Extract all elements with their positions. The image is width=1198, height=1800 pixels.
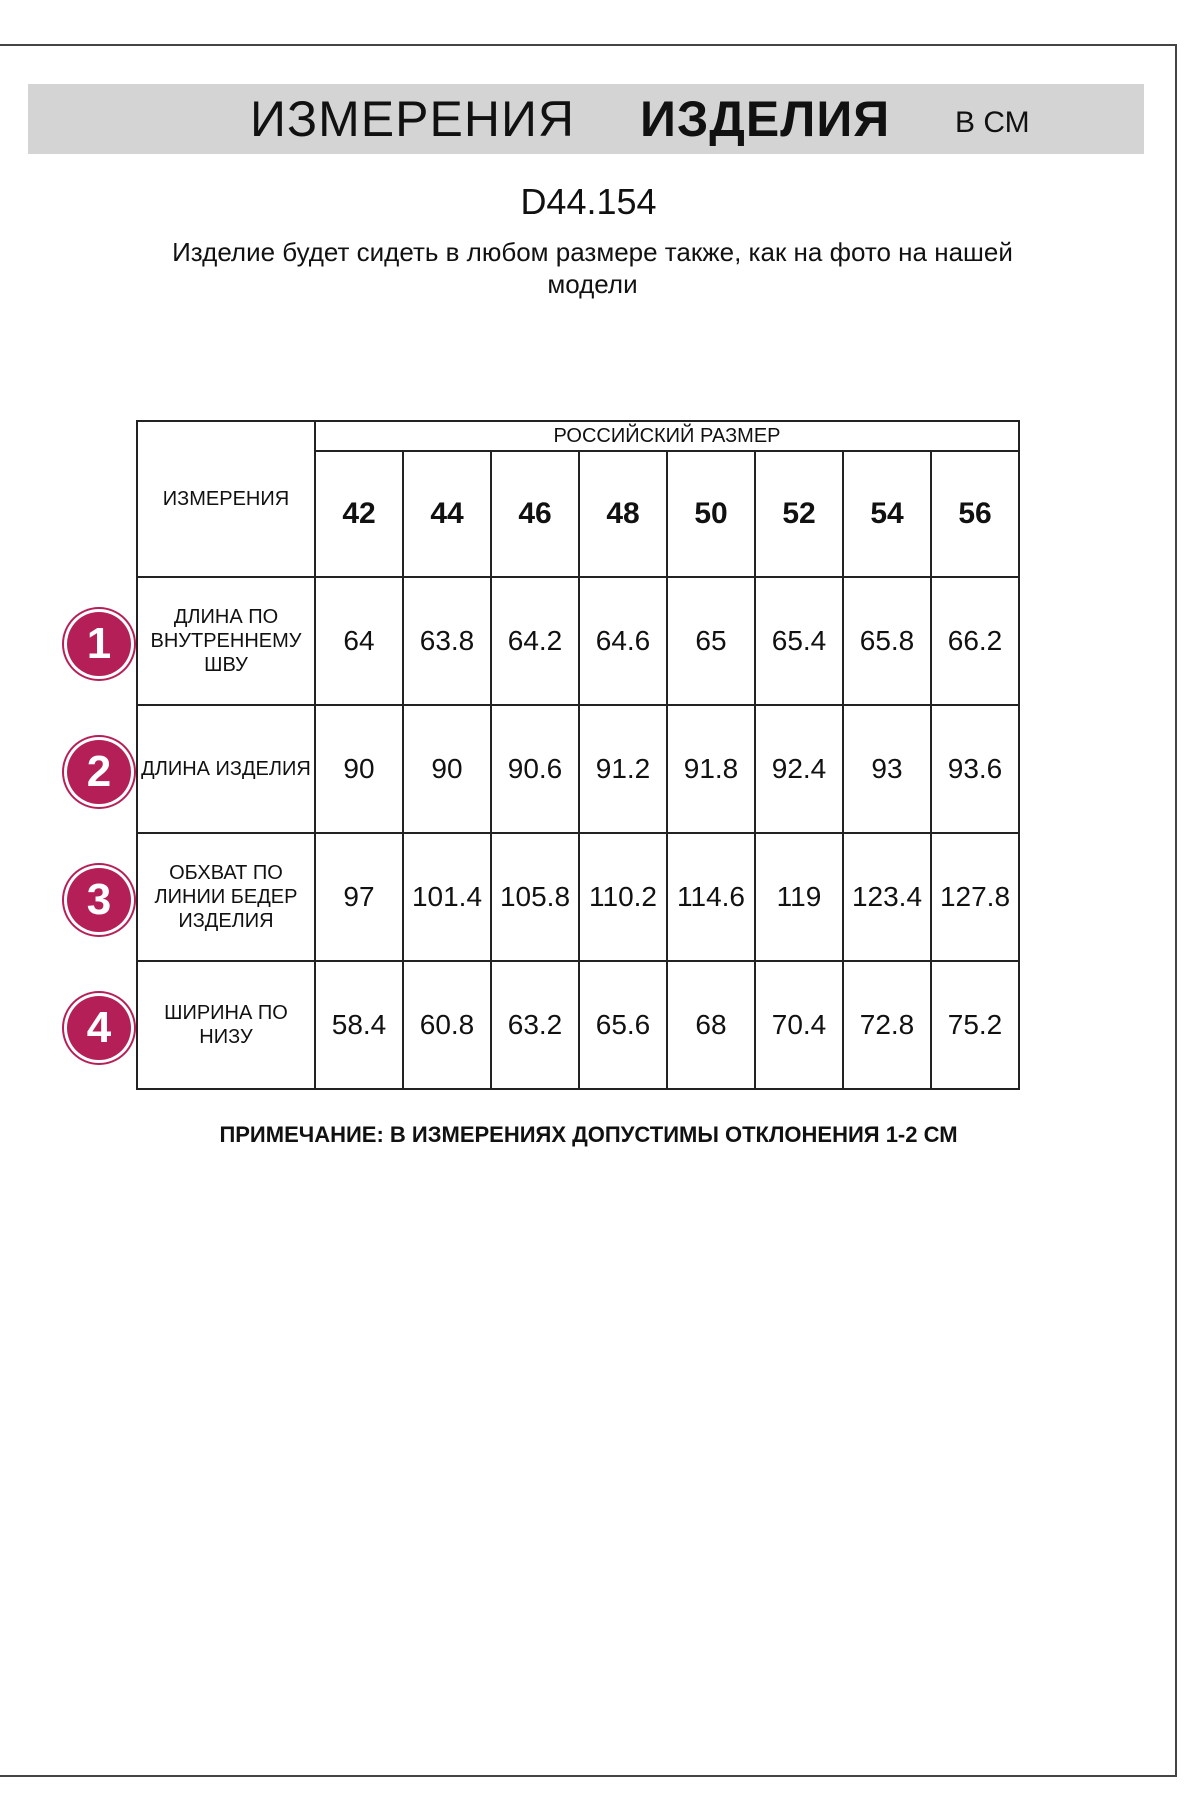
size-header: 54 (843, 451, 931, 577)
size-header: 50 (667, 451, 755, 577)
table-cell: 114.6 (667, 833, 755, 961)
table-cell: 64.2 (491, 577, 579, 705)
size-header: 48 (579, 451, 667, 577)
size-header: 56 (931, 451, 1019, 577)
size-header: 52 (755, 451, 843, 577)
table-cell: 105.8 (491, 833, 579, 961)
table-cell: 91.8 (667, 705, 755, 833)
table-cell: 70.4 (755, 961, 843, 1089)
measurements-header: ИЗМЕРЕНИЯ (137, 421, 315, 577)
table-cell: 97 (315, 833, 403, 961)
table-cell: 90.6 (491, 705, 579, 833)
table-cell: 65.6 (579, 961, 667, 1089)
table-cell: 90 (315, 705, 403, 833)
table-row (137, 705, 1019, 833)
row-label: ШИРИНА ПО НИЗУ (137, 961, 315, 1089)
table-cell: 127.8 (931, 833, 1019, 961)
size-header: 46 (491, 451, 579, 577)
fit-note: Изделие будет сидеть в любом размере также, как на фото на нашей модели (172, 237, 1013, 299)
table-cell: 65.4 (755, 577, 843, 705)
number-badge-3: 3 (67, 868, 131, 932)
table-cell: 90 (403, 705, 491, 833)
number-badge-2: 2 (67, 740, 131, 804)
table-row (137, 833, 1019, 961)
table-cell: 64 (315, 577, 403, 705)
table-row (137, 961, 1019, 1089)
table-cell: 68 (667, 961, 755, 1089)
title-unit: В СМ (955, 106, 1030, 139)
table-row (137, 577, 1019, 705)
table-cell: 119 (755, 833, 843, 961)
table-cell: 72.8 (843, 961, 931, 1089)
size-group-header: РОССИЙСКИЙ РАЗМЕР (315, 421, 1019, 451)
tolerance-note: ПРИМЕЧАНИЕ: В ИЗМЕРЕНИЯХ ДОПУСТИМЫ ОТКЛОНЕНИЯ 1-2 СМ (219, 1122, 958, 1147)
table-cell: 110.2 (579, 833, 667, 961)
table-cell: 91.2 (579, 705, 667, 833)
table-cell: 75.2 (931, 961, 1019, 1089)
table-cell: 65.8 (843, 577, 931, 705)
table-cell: 63.2 (491, 961, 579, 1089)
table-cell: 93 (843, 705, 931, 833)
number-badge-1: 1 (67, 612, 131, 676)
model-code: D44.154 (520, 181, 657, 222)
table-cell: 60.8 (403, 961, 491, 1089)
row-label: ДЛИНА ПО ВНУТРЕННЕМУ ШВУ (137, 577, 315, 705)
table-cell: 66.2 (931, 577, 1019, 705)
table-cell: 101.4 (403, 833, 491, 961)
table-cell: 64.6 (579, 577, 667, 705)
size-header: 44 (403, 451, 491, 577)
size-table (136, 420, 1020, 1090)
table-cell: 63.8 (403, 577, 491, 705)
size-header: 42 (315, 451, 403, 577)
table-cell: 93.6 (931, 705, 1019, 833)
table-cell: 123.4 (843, 833, 931, 961)
table-cell: 58.4 (315, 961, 403, 1089)
table-cell: 92.4 (755, 705, 843, 833)
table-cell: 65 (667, 577, 755, 705)
number-badge-4: 4 (67, 996, 131, 1060)
row-label: ОБХВАТ ПО ЛИНИИ БЕДЕР ИЗДЕЛИЯ (137, 833, 315, 961)
row-label: ДЛИНА ИЗДЕЛИЯ (137, 705, 315, 833)
title-regular: ИЗМЕРЕНИЯ (250, 91, 575, 147)
title-bold: ИЗДЕЛИЯ (640, 91, 891, 147)
